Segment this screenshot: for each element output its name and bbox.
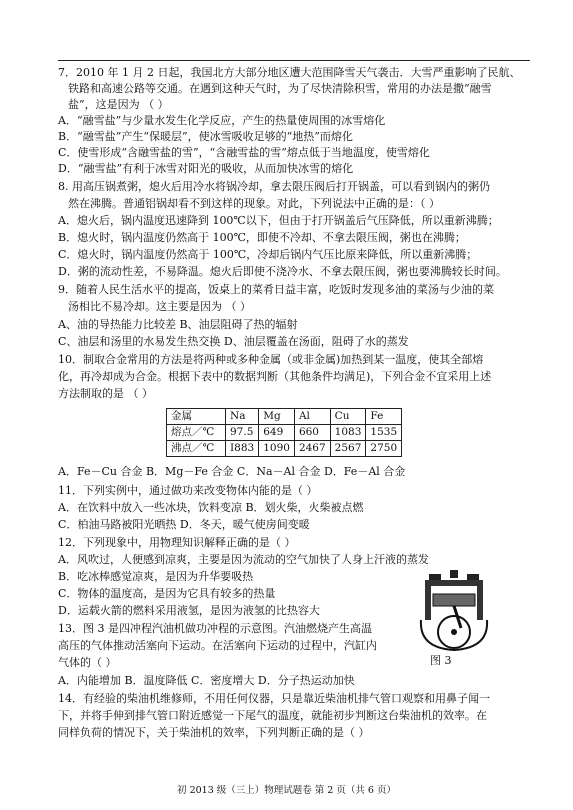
table-cell: 97.5 [226,425,259,441]
q10-line-2: 化，再冷却成为合金。根据下表中的数据判断（其他条件均满足)，下列合金不宜采用上述 [58,370,492,383]
table-header-cell: Cu [330,409,366,425]
q9-line-2: 汤相比不易冷却。这主要是因为 （ ） [68,300,251,313]
q10-line-1: 10．制取合金常用的方法是将两种或多种金属（或非金属)加热到某一温度，使其全部熔 [58,353,484,366]
table-cell: 2467 [294,441,330,457]
table-header-cell: 金属 [167,409,226,425]
metal-data-table [166,408,402,457]
table-cell: 沸点／℃ [167,441,226,457]
q13-options: A．内能增加 B．温度降低 C．密度增大 D．分子热运动加快 [58,674,355,687]
q9-line-1: 9．随着人民生活水平的提高，饭桌上的菜肴日益丰富，吃饭时发现多油的菜汤与少油的菜 [58,283,494,296]
q8-option-b: B．熄火时，锅内温度仍然高于 100℃，即使不冷却、不拿去限压阀，粥也在沸腾； [58,231,466,244]
q7-option-c: C．使雪形成“含融雪盐的雪”，“含融雪盐的雪”熔点低于当地温度，使雪熔化 [58,146,430,159]
q7-option-a: A．“融雪盐”与少量水发生化学反应，产生的热量使周围的冰雪熔化 [58,114,386,127]
q12-option-c: C．物体的温度高，是因为它具有较多的热量 [58,587,276,600]
q13-line-2: 高压的气体推动活塞向下运动。在活塞向下运动的过程中，汽缸内 [58,639,377,652]
figure-label: 图 3 [430,654,452,667]
table-cell: 1083 [330,425,366,441]
q11-line-1: 11．下列实例中，通过做功来改变物体内能的是（ ） [58,484,318,497]
engine-cylinder-diagram-icon [415,570,495,652]
table-cell: 649 [259,425,295,441]
q8-line-2: 然在沸腾。普通铝锅却看不到这样的现象。对此，下列说法中正确的是：（ ） [68,197,440,210]
table-row [167,441,402,457]
table-row [167,425,402,441]
table-cell: 1090 [259,441,295,457]
table-header-cell: Al [294,409,330,425]
q10-line-3: 方法制取的是 （ ） [58,387,153,400]
table-cell: 660 [294,425,330,441]
table-cell: 2750 [366,441,402,457]
q7-line-1: 7．2010 年 1 月 2 日起，我国北方大部分地区遭大范围降雪天气袭击．大雪严重影响了民航、 [58,66,521,79]
table-header-row [167,409,402,425]
q13-line-3: 气体的（ ） [58,656,117,669]
q11-options-cd: C．柏油马路被阳光晒热 D．冬天，暖气使房间变暖 [58,518,310,531]
q7-line-2: 铁路和高速公路等交通。在遇到这种天气时，为了尽快清除积雪，常用的办法是撒“融雪 [68,82,492,95]
q8-option-a: A．熄火后，锅内温度迅速降到 100℃以下，但由于打开锅盖后气压降低，所以重新沸腾； [58,214,499,227]
q8-option-c: C．熄火时，锅内温度仍然高于 100℃，冷却后锅内气压比原来降低，所以重新沸腾； [58,248,478,261]
table-header-cell: Mg [259,409,295,425]
q8-line-1: 8. 用高压锅煮粥，熄火后用冷水将锅冷却，拿去限压阀后打开锅盖，可以看到锅内的粥仍 [58,180,490,193]
q11-options-ab: A．在饮料中放入一些冰块，饮料变凉 B．划火柴，火柴被点燃 [58,501,364,514]
q7-line-3: 盐”，这是因为 （ ） [68,98,169,111]
page-footer: 初 2013 级（三上）物理试题卷 第 2 页（共 6 页） [177,785,396,796]
q14-line-1: 14．有经验的柴油机维修师，不用任何仪器，只是靠近柴油机排气管口观察和用鼻子闻一 [58,692,490,705]
q12-option-d: D．运载火箭的燃料采用液氢，是因为液氢的比热容大 [58,604,320,617]
table-cell: 2567 [330,441,366,457]
q12-option-a: A．风吹过，人便感到凉爽，主要是因为流动的空气加快了人身上汗液的蒸发 [58,553,429,566]
q12-line-1: 12．下列现象中，用物理知识解释正确的是（ ） [58,536,296,549]
q13-line-1: 13．图 3 是四冲程汽油机做功冲程的示意图。汽油燃烧产生高温 [58,622,372,635]
q14-line-3: 同样负荷的情况下，关于柴油机的效率，下列判断正确的是（ ） [58,726,370,739]
table-cell: 1535 [366,425,402,441]
q7-option-d: D．“融雪盐”有利于冰雪对阳光的吸收，从而加快冰雪的熔化 [58,162,354,175]
table-header-cell: Fe [366,409,402,425]
q10-options: A．Fe－Cu 合金 B．Mg－Fe 合金 C．Na－Al 合金 D．Fe－Al 合金 [58,465,406,478]
table-cell: I883 [226,441,259,457]
table-cell: 熔点／℃ [167,425,226,441]
table-header-cell: Na [226,409,259,425]
q7-option-b: B．“融雪盐”产生“保暖层”，使冰雪吸收足够的“地热”而熔化 [58,130,353,143]
q14-line-2: 下，并将手伸到排气管口附近感觉一下尾气的温度，就能初步判断这台柴油机的效率。在 [58,709,487,722]
q12-option-b: B．吃冰棒感觉凉爽，是因为升华要吸热 [58,570,254,583]
q9-options-ab: A、油的导热能力比较差 B、油层阻碍了热的辐射 [58,318,298,331]
q8-option-d: D．粥的流动性差，不易降温。熄火后即使不浇冷水、不拿去限压阀，粥也要沸腾较长时间。 [58,265,507,278]
q9-options-cd: C、油层和汤里的水易发生热交换 D、油层覆盖在汤面，阻碍了水的蒸发 [58,335,409,348]
header-rule [58,60,530,61]
